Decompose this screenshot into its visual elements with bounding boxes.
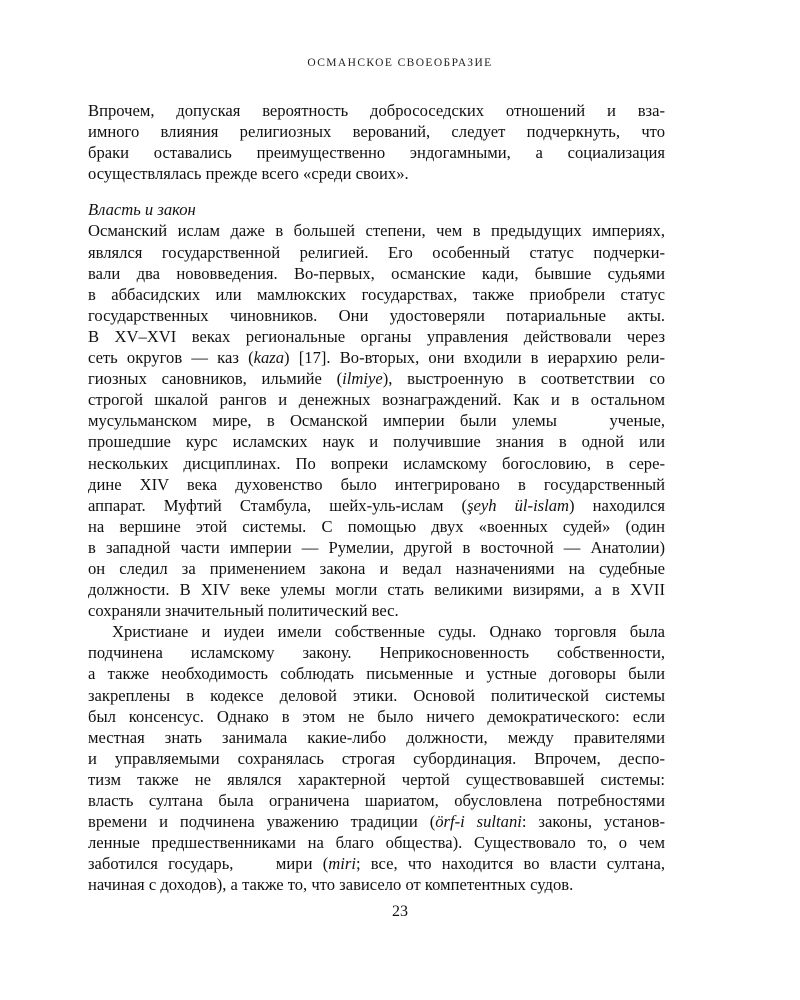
- text-line: подчинена исламскому закону. Неприкосновенность собственности,: [88, 643, 665, 663]
- text-run: времени и подчинена уважению традиции (: [88, 812, 436, 832]
- paragraph-2: [88, 220, 665, 621]
- text-run: аппарат. Муфтий Стамбула, шейх-уль-ислам (: [88, 495, 468, 515]
- text-line: а также необходимость соблюдать письменные и устные договоры были: [88, 664, 665, 684]
- text-run: мусульманском мире, в Османской империи были улемы: [88, 411, 557, 431]
- text-line: и управляемыми сохранялась строгая субординация. Впрочем, деспо-: [88, 748, 665, 768]
- text-line: В XV–XVI веках региональные органы управления действовали через: [88, 326, 665, 346]
- text-line: являлся государственной религией. Его особенный статус подчерки-: [88, 242, 665, 262]
- text-line: [88, 368, 665, 389]
- text-line: тизм также не являлся характерной чертой существовавшей системы:: [88, 769, 665, 789]
- italic-term: kaza: [253, 348, 285, 368]
- page-number: 23: [392, 903, 408, 920]
- text-run: гиозных сановников, ильмийе (: [88, 369, 343, 389]
- text-run: ; все, что находится во власти султана,: [355, 854, 666, 874]
- text-line: нескольких дисциплинах. По вопреки исламскому богословию, в сере-: [88, 453, 665, 473]
- text-line: местная знать занимала какие-либо должности, между правителями: [88, 727, 665, 747]
- text-line: был консенсус. Однако в этом не было ничего демократического: если: [88, 706, 665, 726]
- text-line: [88, 410, 665, 431]
- text-line: на вершине этой системы. С помощью двух «военных судей» (один: [88, 516, 665, 536]
- text-line: дине XIV века духовенство было интегрировано в государственный: [88, 474, 665, 494]
- text-line: Османский ислам даже в большей степени, чем в предыдущих империях,: [88, 221, 665, 241]
- text-line: браки оставались преимущественно эндогамными, а социализация: [88, 143, 665, 163]
- text-line: власть султана была ограничена шариатом, обусловлена потребностями: [88, 791, 665, 810]
- text-line: [88, 347, 665, 368]
- text-line: сохраняли значительный политический вес.: [88, 601, 399, 621]
- italic-term: şeyh ül-islam: [467, 495, 570, 515]
- text-line: ленные предшественниками на благо общества). Существовало то, о чем: [88, 833, 665, 853]
- italic-term: miri: [328, 854, 356, 874]
- text-line: осуществлялась прежде всего «среди своих».: [88, 164, 409, 184]
- text-run: сеть округов — каз (: [88, 348, 254, 368]
- italic-term: örf-i sultani: [435, 812, 522, 832]
- text-line: вали два нововведения. Во-первых, османские кади, бывшие судьями: [88, 263, 665, 283]
- text-run: мири (: [275, 854, 329, 874]
- text-line: [88, 853, 665, 874]
- text-line: должности. В XIV веке улемы могли стать великими визирями, а в XVII: [88, 580, 665, 600]
- text-line: закреплены в кодексе деловой этики. Основой политической системы: [88, 685, 665, 705]
- text-line: он следил за применением закона и ведал назначениями на судебные: [88, 558, 665, 578]
- text-line: Христиане и иудеи имели собственные суды. Однако торговля была: [112, 622, 665, 642]
- text-run: ), выстроенную в соответствии со: [382, 369, 665, 389]
- paragraph-1: [88, 100, 665, 184]
- text-run: : законы, установ-: [521, 812, 665, 832]
- text-run: заботился государь,: [88, 854, 234, 874]
- text-line: начиная с доходов), а также то, что зависело от компетентных судов.: [88, 875, 574, 895]
- text-line: имного влияния религиозных верований, следует подчеркнуть, что: [88, 122, 665, 142]
- text-line: [88, 495, 665, 516]
- italic-term: ilmiye: [342, 369, 383, 389]
- text-line: Впрочем, допуская вероятность добрососедских отношений и вза-: [88, 101, 665, 120]
- text-run: ученые,: [609, 411, 665, 431]
- paragraph-3: [88, 621, 665, 895]
- text-line: [88, 811, 665, 832]
- running-head: ОСМАНСКОЕ СВОЕОБРАЗИЕ: [307, 57, 493, 69]
- text-line: строгой шкалой рангов и денежных вознаграждений. Как и в остальном: [88, 390, 665, 410]
- text-line: в западной части империи — Румелии, другой в восточной — Анатолии): [88, 537, 665, 557]
- text-line: государственных чиновников. Они удостоверяли потариальные акты.: [88, 305, 665, 325]
- text-run: ) находился: [569, 495, 665, 515]
- page-body: [88, 100, 665, 895]
- text-line: прошедшие курс исламских наук и получившие знания в одной или: [88, 432, 665, 452]
- text-line: в аббасидских или мамлюкских государствах, также приобрели статус: [88, 284, 665, 304]
- section-heading: Власть и закон: [88, 200, 196, 220]
- text-run: ) [17]. Во-вторых, они входили в иерархию рели-: [284, 348, 665, 368]
